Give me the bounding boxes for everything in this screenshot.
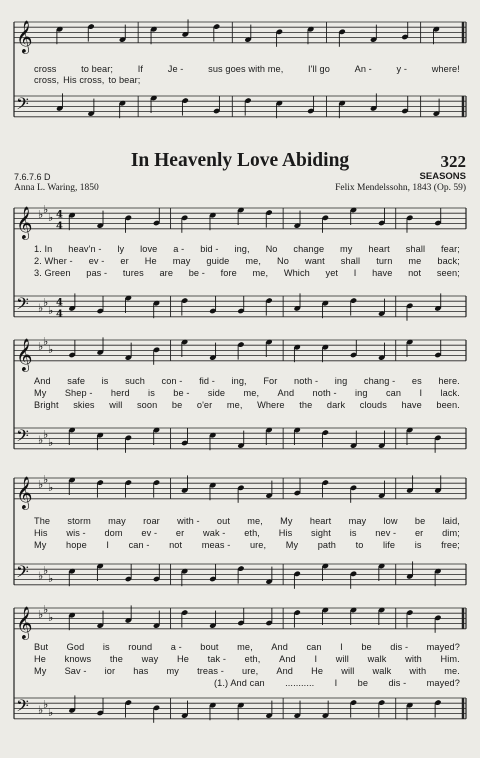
- lyric-syllable: ev -: [88, 256, 105, 266]
- lyric-syllable: God: [66, 642, 85, 652]
- lyric-syllable: ing: [355, 388, 368, 398]
- lyrics-s1-v2: [34, 256, 460, 266]
- lyric-syllable: be: [414, 516, 426, 526]
- lyric-syllable: laid,: [442, 516, 460, 526]
- lyrics-s2-v1: [34, 376, 460, 386]
- lyric-syllable: be: [357, 678, 369, 688]
- lyric-syllable: soon: [136, 400, 158, 410]
- lyrics-s1-v3: [34, 268, 460, 278]
- flat-icon: ♭: [43, 698, 49, 712]
- lyric-syllable: the: [299, 400, 313, 410]
- composer: Felix Mendelssohn, 1843 (Op. 59): [335, 183, 466, 193]
- lyric-syllable: meas -: [201, 540, 231, 550]
- lyrics-s1-v1: [34, 244, 460, 254]
- lyric-syllable: me,: [252, 268, 269, 278]
- lyric-syllable: shall: [340, 256, 361, 266]
- lyric-syllable: con -: [161, 376, 183, 386]
- flat-icon: ♭: [38, 478, 44, 492]
- lyrics-s4-v3: [34, 666, 460, 676]
- lyric-syllable: be: [361, 642, 372, 652]
- lyric-syllable: He: [311, 666, 324, 676]
- flat-icon: ♭: [38, 608, 44, 622]
- lyric-syllable: may: [172, 256, 191, 266]
- lyric-syllable: roar: [143, 516, 160, 526]
- lyric-syllable: storm: [67, 516, 91, 526]
- lyric-syllable: the: [109, 654, 123, 664]
- flat-icon: ♭: [38, 433, 44, 447]
- lyric-syllable: wis -: [66, 528, 86, 538]
- lyric-syllable: 1. In: [34, 244, 53, 254]
- lyric-syllable: His: [34, 528, 48, 538]
- lyric-syllable: The: [34, 516, 51, 526]
- lyric-syllable: me.: [444, 666, 460, 676]
- time-signature: 4: [56, 220, 63, 232]
- lyric-syllable: My: [34, 388, 47, 398]
- lyric-syllable: Sav -: [64, 666, 87, 676]
- lyric-syllable: If: [137, 64, 144, 74]
- lyric-syllable: He: [34, 654, 46, 664]
- lyric-syllable: treas -: [197, 666, 224, 676]
- lyric-syllable: And: [271, 642, 288, 652]
- lyrics-s4-v1: [34, 642, 460, 652]
- lyric-syllable: No: [265, 244, 278, 254]
- lyric-syllable: knows: [64, 654, 92, 664]
- lyric-syllable: dom: [104, 528, 123, 538]
- lyric-syllable: be -: [173, 388, 190, 398]
- lyric-syllable: free;: [441, 540, 460, 550]
- lyric-syllable: dis -: [390, 642, 409, 652]
- flat-icon: ♭: [48, 342, 54, 356]
- lyric-syllable: Where: [257, 400, 285, 410]
- lyric-syllable: have: [372, 268, 393, 278]
- lyric-syllable: My: [280, 516, 293, 526]
- lyric-syllable: will: [109, 400, 123, 410]
- lyric-syllable: be -: [188, 268, 205, 278]
- lyric-syllable: is: [102, 642, 110, 652]
- lyric-syllable: is: [349, 528, 357, 538]
- lyric-syllable: Which: [283, 268, 310, 278]
- lyric-syllable: His cross,: [63, 75, 105, 85]
- lyric-syllable: out: [216, 516, 230, 526]
- lyric-syllable: mayed?: [426, 678, 460, 688]
- lyric-syllable: 3. Green: [34, 268, 71, 278]
- lyric-syllable: to bear;: [81, 64, 114, 74]
- lyric-syllable: bout: [200, 642, 219, 652]
- tune-name: SEASONS: [419, 171, 466, 182]
- lyric-syllable: a -: [170, 642, 182, 652]
- lyric-syllable: sus goes with me,: [208, 64, 284, 74]
- lyric-syllable: y -: [396, 64, 408, 74]
- author: Anna L. Waring, 1850: [14, 183, 99, 193]
- lyric-syllable: can -: [128, 540, 150, 550]
- lyric-syllable: may: [108, 516, 126, 526]
- bass-clef-icon: 𝄢: [16, 293, 29, 318]
- lyric-syllable: ...........: [285, 678, 315, 688]
- lyric-syllable: I'll go: [308, 64, 330, 74]
- lyric-syllable: been.: [436, 400, 460, 410]
- lyric-syllable: An -: [354, 64, 372, 74]
- treble-clef-icon: 𝄞: [16, 337, 33, 371]
- lyric-syllable: not: [169, 540, 183, 550]
- meter: 7.6.7.6 D: [14, 172, 51, 182]
- lyric-syllable: not: [408, 268, 422, 278]
- lyric-syllable: tures: [122, 268, 144, 278]
- lyric-syllable: guide: [206, 256, 230, 266]
- lyric-syllable: walk: [372, 666, 392, 676]
- lyric-syllable: heav'n -: [68, 244, 102, 254]
- lyric-syllable: path: [317, 540, 337, 550]
- lyric-syllable: with -: [177, 516, 200, 526]
- lyric-syllable: walk: [367, 654, 387, 664]
- lyric-syllable: me,: [243, 388, 260, 398]
- lyric-syllable: pas -: [86, 268, 108, 278]
- lyric-syllable: safe: [67, 376, 86, 386]
- lyric-syllable: will: [335, 654, 349, 664]
- flat-icon: ♭: [38, 340, 44, 354]
- flat-icon: ♭: [48, 706, 54, 719]
- lyric-syllable: mayed?: [426, 642, 460, 652]
- lyric-syllable: fear;: [441, 244, 460, 254]
- lyrics-s2-v2: [34, 388, 460, 398]
- lyric-syllable: ing: [334, 376, 348, 386]
- lyric-syllable: noth -: [312, 388, 337, 398]
- lyric-syllable: seen;: [436, 268, 460, 278]
- lyric-syllable: to bear;: [108, 75, 141, 85]
- lyric-syllable: back;: [437, 256, 460, 266]
- lyric-syllable: My: [34, 666, 47, 676]
- lyric-syllable: ing,: [234, 244, 250, 254]
- lyric-syllable: shall: [405, 244, 426, 254]
- flat-icon: ♭: [48, 480, 54, 494]
- lyric-syllable: round: [128, 642, 153, 652]
- flat-icon: ♭: [43, 203, 49, 216]
- lyric-syllable: me,: [226, 400, 243, 410]
- flat-icon: ♭: [38, 208, 44, 222]
- flat-icon: ♭: [48, 210, 54, 224]
- lyric-syllable: will: [341, 666, 355, 676]
- lyric-syllable: me,: [237, 642, 253, 652]
- lyric-syllable: ior: [104, 666, 116, 676]
- flat-icon: ♭: [48, 610, 54, 624]
- lyrics-s2-v3: [34, 400, 460, 410]
- lyric-syllable: ure,: [249, 540, 267, 550]
- lyric-syllable: ly: [117, 244, 125, 254]
- lyric-syllable: my: [340, 244, 353, 254]
- lyric-syllable: bid -: [200, 244, 219, 254]
- lyric-syllable: dis -: [388, 678, 407, 688]
- lyric-syllable: noth -: [294, 376, 319, 386]
- lyric-syllable: And: [34, 376, 51, 386]
- lyric-syllable: nev -: [375, 528, 397, 538]
- flat-icon: ♭: [43, 473, 49, 486]
- flat-icon: ♭: [43, 296, 49, 310]
- bass-clef-icon: 𝄢: [16, 561, 29, 586]
- lyric-syllable: my: [166, 666, 179, 676]
- lyric-syllable: with: [409, 666, 427, 676]
- lyric-syllable: er: [414, 528, 424, 538]
- lyric-syllable: ure,: [242, 666, 259, 676]
- lyric-syllable: And: [276, 666, 294, 676]
- lyric-syllable: dim;: [442, 528, 460, 538]
- prev-lyrics-line2: [34, 75, 184, 85]
- treble-clef-icon: 𝄞: [16, 475, 33, 509]
- lyric-syllable: change: [293, 244, 325, 254]
- lyric-syllable: way: [141, 654, 159, 664]
- flat-icon: ♭: [43, 335, 49, 348]
- flat-icon: ♭: [43, 428, 49, 442]
- treble-clef-icon: 𝄞: [16, 19, 33, 53]
- lyric-syllable: turn: [376, 256, 393, 266]
- lyric-syllable: Bright: [34, 400, 59, 410]
- lyric-syllable: ev -: [141, 528, 158, 538]
- lyric-syllable: er: [175, 528, 185, 538]
- lyric-syllable: love: [140, 244, 158, 254]
- lyric-syllable: es: [411, 376, 422, 386]
- lyric-syllable: fid -: [199, 376, 215, 386]
- flat-icon: ♭: [48, 572, 54, 585]
- lyric-syllable: 2. Wher -: [34, 256, 73, 266]
- lyrics-s3-v3: [34, 540, 460, 550]
- lyric-syllable: ing,: [231, 376, 247, 386]
- lyric-syllable: sight: [311, 528, 331, 538]
- lyrics-s3-v1: [34, 516, 460, 526]
- lyric-syllable: are: [159, 268, 174, 278]
- flat-icon: ♭: [43, 603, 49, 616]
- lyric-syllable: a -: [173, 244, 185, 254]
- lyric-syllable: I: [419, 388, 423, 398]
- lyric-syllable: No: [277, 256, 289, 266]
- lyric-syllable: He: [144, 256, 157, 266]
- lyrics-s4-refrain: [214, 678, 460, 688]
- flat-icon: ♭: [48, 304, 54, 317]
- lyric-syllable: such: [125, 376, 145, 386]
- lyric-syllable: er: [120, 256, 129, 266]
- lyric-syllable: My: [34, 540, 47, 550]
- lyric-syllable: But: [34, 642, 49, 652]
- lyric-syllable: Shep -: [64, 388, 93, 398]
- time-signature: 4: [56, 308, 63, 320]
- lyric-syllable: o'er: [196, 400, 213, 410]
- lyric-syllable: can: [306, 642, 322, 652]
- lyric-syllable: with: [405, 654, 422, 664]
- lyric-syllable: I: [353, 268, 357, 278]
- lyric-syllable: And: [277, 388, 295, 398]
- lyric-syllable: be: [171, 400, 183, 410]
- bass-clef-icon: 𝄢: [16, 93, 29, 118]
- lyric-syllable: may: [348, 516, 367, 526]
- lyric-syllable: His: [278, 528, 293, 538]
- lyric-syllable: hope: [66, 540, 87, 550]
- lyric-syllable: wak -: [203, 528, 226, 538]
- flat-icon: ♭: [38, 569, 44, 583]
- lyric-syllable: I: [314, 654, 318, 664]
- bass-clef-icon: 𝄢: [16, 695, 29, 720]
- lyric-syllable: He: [176, 654, 189, 664]
- lyric-syllable: tak -: [207, 654, 226, 664]
- bass-clef-icon: 𝄢: [16, 425, 29, 450]
- lyric-syllable: cross: [34, 64, 57, 74]
- lyric-syllable: has: [133, 666, 149, 676]
- treble-clef-icon: 𝄞: [16, 605, 33, 639]
- lyric-syllable: low: [383, 516, 398, 526]
- lyric-syllable: skies: [73, 400, 95, 410]
- lyric-syllable: (1.) And can: [214, 678, 265, 688]
- lyric-syllable: is: [101, 376, 109, 386]
- time-signature: 4: [56, 209, 63, 221]
- lyric-syllable: yet: [325, 268, 339, 278]
- lyric-syllable: My: [285, 540, 299, 550]
- prev-lyrics-line1: [34, 64, 460, 74]
- lyric-syllable: For: [263, 376, 278, 386]
- lyrics-s4-v2: [34, 654, 460, 664]
- lyric-syllable: clouds: [359, 400, 387, 410]
- lyric-syllable: I: [334, 678, 338, 688]
- hymn-title: In Heavenly Love Abiding: [130, 150, 350, 171]
- lyric-syllable: me,: [247, 516, 263, 526]
- lyric-syllable: I: [106, 540, 110, 550]
- lyric-syllable: lack.: [440, 388, 460, 398]
- hymn-number: 322: [440, 152, 466, 171]
- flat-icon: ♭: [38, 301, 44, 315]
- lyric-syllable: me,: [245, 256, 262, 266]
- lyric-syllable: have: [401, 400, 422, 410]
- lyric-syllable: chang -: [363, 376, 396, 386]
- lyric-syllable: And: [279, 654, 296, 664]
- lyric-syllable: to: [355, 540, 364, 550]
- lyric-syllable: is: [414, 540, 422, 550]
- lyric-syllable: Je -: [167, 64, 184, 74]
- lyric-syllable: heart: [309, 516, 332, 526]
- lyric-syllable: me: [408, 256, 422, 266]
- lyric-syllable: eth,: [244, 528, 260, 538]
- lyric-syllable: heart: [368, 244, 390, 254]
- lyrics-s3-v2: [34, 528, 460, 538]
- time-signature: 4: [56, 297, 63, 309]
- lyric-syllable: cross,: [34, 75, 60, 85]
- lyric-syllable: where!: [431, 64, 460, 74]
- lyric-syllable: can: [385, 388, 402, 398]
- lyric-syllable: side: [207, 388, 226, 398]
- lyric-syllable: want: [304, 256, 325, 266]
- lyric-syllable: eth,: [244, 654, 261, 664]
- lyric-syllable: is: [148, 388, 155, 398]
- flat-icon: ♭: [43, 564, 49, 578]
- lyric-syllable: here.: [438, 376, 460, 386]
- lyric-syllable: life: [382, 540, 396, 550]
- flat-icon: ♭: [38, 703, 44, 717]
- lyric-syllable: fore: [220, 268, 237, 278]
- lyric-syllable: I: [340, 642, 343, 652]
- treble-clef-icon: 𝄞: [16, 205, 33, 239]
- lyric-syllable: dark: [326, 400, 346, 410]
- flat-icon: ♭: [48, 436, 54, 449]
- lyric-syllable: Him.: [440, 654, 460, 664]
- lyric-syllable: herd: [110, 388, 130, 398]
